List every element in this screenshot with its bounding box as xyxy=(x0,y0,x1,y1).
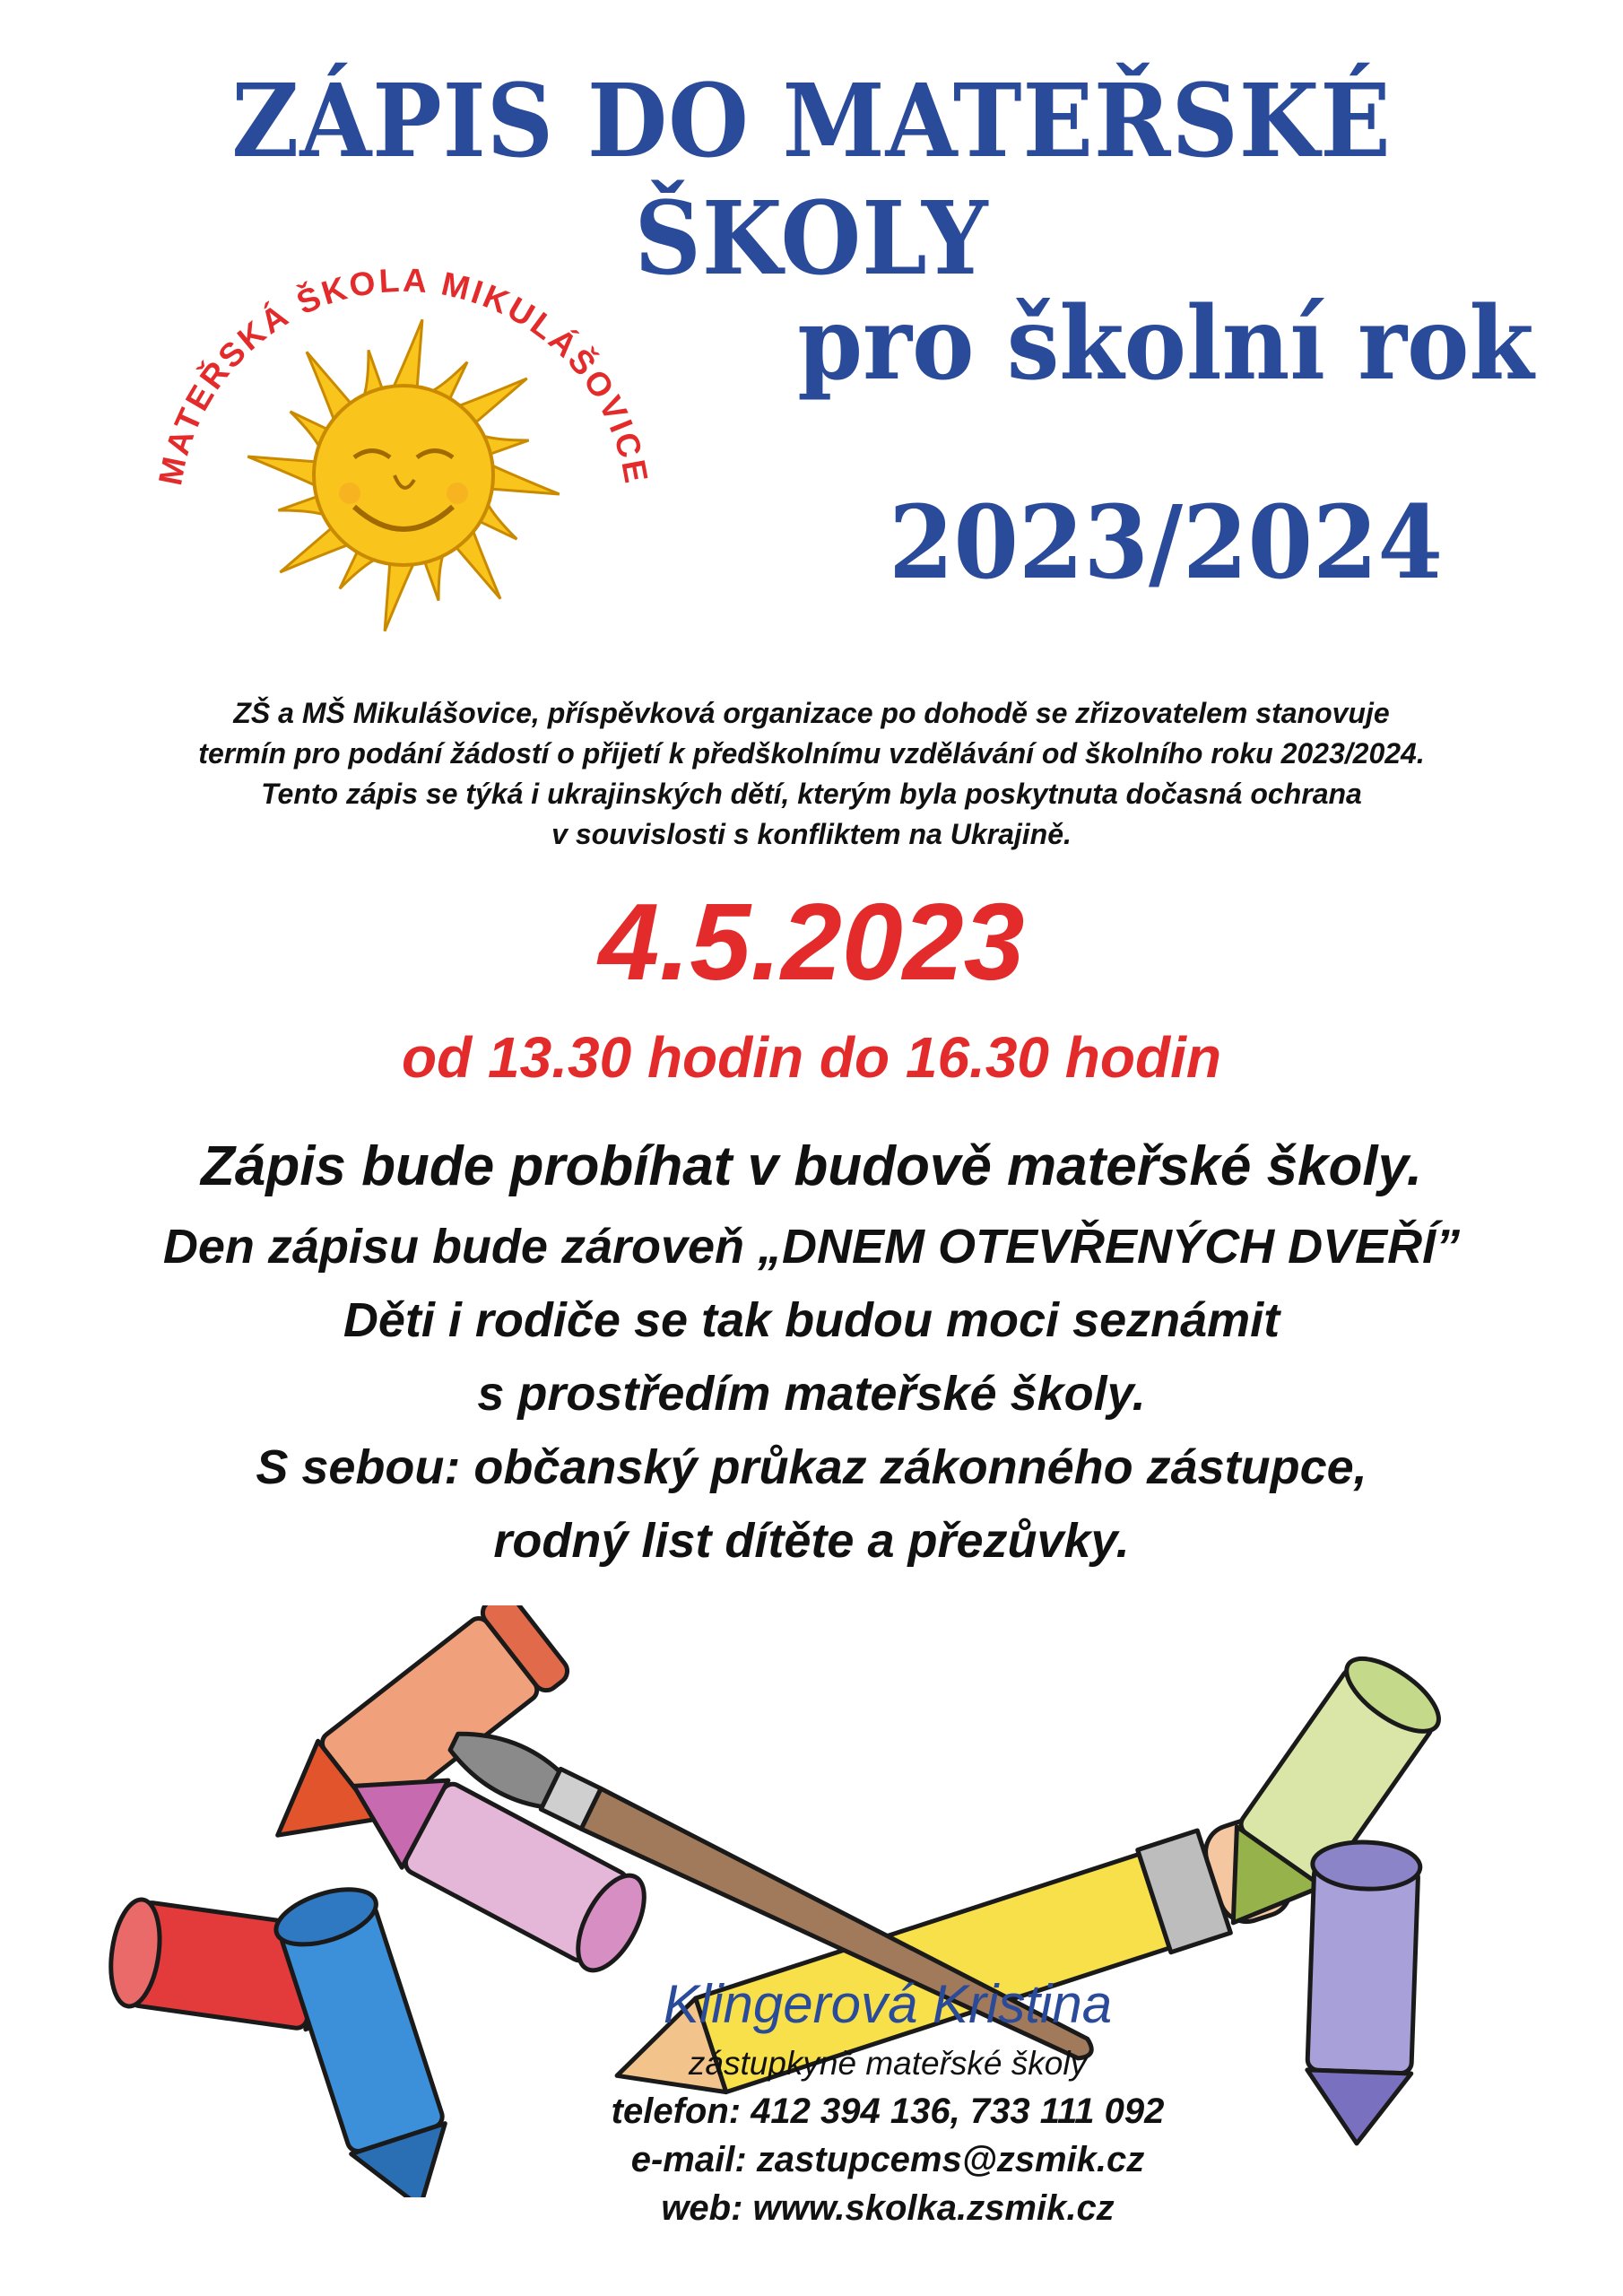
intro-paragraph xyxy=(54,693,1569,855)
info-text xyxy=(0,1124,1623,1578)
contact-email[interactable]: e-mail: zastupcems@zsmik.cz xyxy=(630,2140,1145,2179)
intro-line: termín pro podání žádostí o přijetí k předškolnímu vzdělávání od školního roku 2023/2024. xyxy=(198,737,1425,770)
purple-crayon-icon xyxy=(1303,1840,1421,2145)
school-logo xyxy=(135,211,673,659)
sun-ray xyxy=(385,557,417,631)
intro-line: ZŠ a MŠ Mikulášovice, příspěvková organizace po dohodě se zřizovatelem stanovuje xyxy=(233,697,1390,729)
school-year: 2023/2024 xyxy=(889,484,1443,602)
poster-title: ZÁPIS DO MATEŘSKÉ ŠKOLY xyxy=(231,63,1392,298)
sun-icon xyxy=(247,319,559,631)
intro-line: Tento zápis se týká i ukrajinských dětí, kterým byla poskytnuta dočasná ochrana xyxy=(261,778,1362,810)
contact-block xyxy=(556,1969,1219,2232)
contact-phone: telefon: 412 394 136, 733 111 092 xyxy=(611,2092,1165,2131)
sun-ray xyxy=(390,319,422,394)
info-line: s prostředím mateřské školy. xyxy=(477,1367,1146,1421)
sun-ray xyxy=(247,457,322,489)
poster-subtitle: pro školní rok xyxy=(797,285,1534,403)
blue-crayon-icon xyxy=(269,1879,469,2197)
info-line: rodný list dítěte a přezůvky. xyxy=(493,1514,1130,1568)
enrollment-time: od 13.30 hodin do 16.30 hodin xyxy=(402,1025,1221,1090)
info-line: Děti i rodiče se tak budou moci seznámit xyxy=(343,1293,1280,1347)
logo-text: MATEŘSKÁ ŠKOLA MIKULÁŠOVICE xyxy=(152,261,655,489)
info-line: Zápis bude probíhat v budově mateřské školy. xyxy=(200,1135,1423,1197)
intro-line: v souvislosti s konfliktem na Ukrajině. xyxy=(551,818,1072,850)
contact-name: Klingerová Kristina xyxy=(663,1974,1113,2034)
contact-web[interactable]: web: www.skolka.zsmik.cz xyxy=(661,2188,1115,2228)
info-line: S sebou: občanský průkaz zákonného zástupce, xyxy=(256,1440,1367,1494)
contact-role: zástupkyně mateřské školy xyxy=(688,2045,1088,2082)
sun-ray xyxy=(485,462,560,494)
info-line: Den zápisu bude zároveň „DNEM OTEVŘENÝCH DVEŘÍ” xyxy=(162,1220,1461,1274)
enrollment-date: 4.5.2023 xyxy=(598,881,1025,1003)
